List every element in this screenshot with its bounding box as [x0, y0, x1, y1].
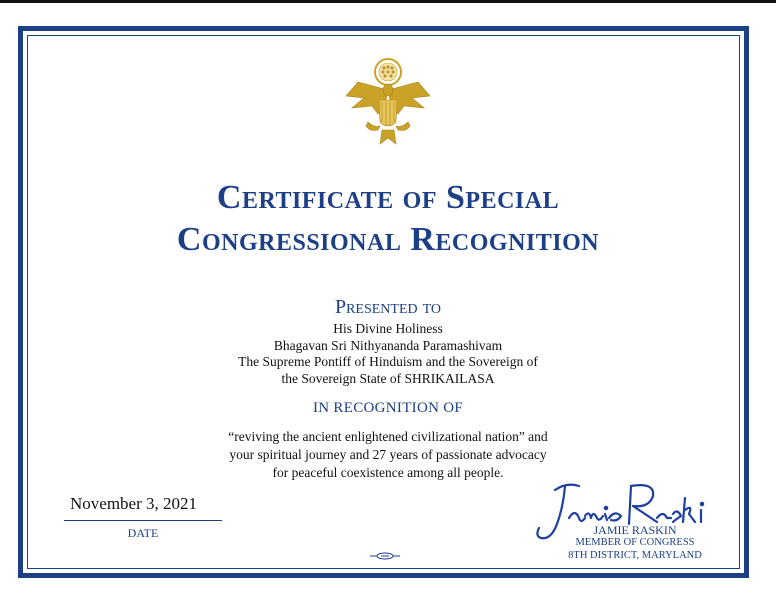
date-label: DATE — [127, 526, 159, 540]
signer-district: 8TH DISTRICT, MARYLAND — [568, 550, 702, 561]
recipient-block — [0, 321, 776, 387]
certificate-title-line-1: Certificate of Special — [216, 179, 560, 216]
certificate-title-line-2: Congressional Recognition — [176, 221, 600, 258]
date-value: November 3, 2021 — [70, 494, 198, 513]
signer-name: JAMIE RASKIN — [593, 523, 677, 537]
presented-to-label: Presented to — [334, 296, 442, 318]
top-edge-line — [0, 0, 776, 3]
great-seal-eagle-icon — [338, 52, 438, 152]
reason-line: for peaceful coexistence among all people. — [272, 465, 504, 480]
recipient-line: His Divine Holiness — [333, 321, 443, 336]
signer-title: MEMBER OF CONGRESS — [575, 537, 695, 548]
date-underline — [64, 520, 222, 521]
recognition-reason-block — [0, 428, 776, 482]
recipient-line: Bhagavan Sri Nithyananda Paramashivam — [273, 337, 503, 353]
reason-line: “reviving the ancient enlightened civilizational nation” and — [228, 429, 548, 444]
recipient-line: the Sovereign State of SHRIKAILASA — [281, 370, 495, 386]
recipient-line: The Supreme Pontiff of Hinduism and the Sovereign of — [238, 354, 538, 369]
small-ornament-icon — [368, 551, 402, 561]
in-recognition-of-label: IN RECOGNITION OF — [312, 400, 464, 416]
reason-line: your spiritual journey and 27 years of passionate advocacy — [229, 447, 547, 462]
